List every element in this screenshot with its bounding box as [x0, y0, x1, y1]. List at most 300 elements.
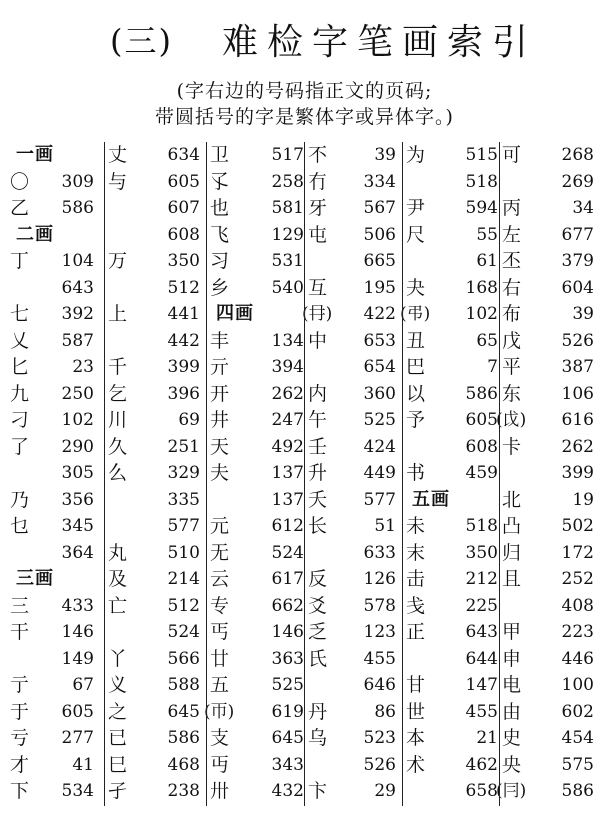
character: 归	[502, 541, 522, 564]
character: 云	[210, 568, 230, 590]
page-number: 123	[363, 622, 396, 642]
index-entry	[496, 778, 600, 805]
character: 电	[502, 674, 522, 696]
page-number: 634	[167, 145, 200, 165]
index-entry	[108, 222, 206, 249]
character: 不	[308, 144, 328, 166]
index-entry	[308, 752, 402, 779]
page-number: 578	[363, 595, 396, 616]
page-number: 408	[561, 595, 594, 616]
page-number: 524	[167, 622, 200, 642]
index-entry	[406, 407, 504, 434]
page-number: 394	[271, 357, 304, 377]
index-entry	[108, 593, 206, 620]
index-entry	[108, 725, 206, 752]
index-entry	[308, 619, 402, 646]
character: 孑	[108, 780, 128, 802]
page-number: 424	[363, 436, 396, 457]
character: 么	[108, 462, 128, 484]
character: 支	[210, 727, 230, 749]
character: 壬	[308, 435, 328, 458]
index-entry	[308, 169, 402, 196]
page-number: 586	[561, 781, 594, 801]
page-number: 492	[271, 436, 304, 457]
page-number: 586	[167, 728, 200, 748]
index-entry	[406, 195, 504, 222]
page-number: 147	[465, 675, 498, 695]
index-entry	[308, 593, 402, 620]
index-entry	[502, 487, 600, 514]
index-entry	[406, 434, 504, 461]
index-entry	[10, 301, 100, 328]
character: 廿	[210, 647, 230, 670]
index-entry	[210, 407, 310, 434]
page-number: 643	[465, 622, 498, 642]
index-entry	[496, 407, 600, 434]
index-entry	[308, 487, 402, 514]
character: 丐	[210, 621, 230, 643]
index-entry	[502, 699, 600, 726]
character: 川	[108, 409, 128, 431]
stroke-count-label: 一画	[16, 144, 54, 165]
page-number: 146	[271, 622, 304, 642]
page-number: 442	[167, 330, 200, 351]
index-entry	[502, 301, 600, 328]
page-number: 65	[476, 330, 498, 351]
page-number: 392	[61, 304, 94, 324]
character: 可	[502, 144, 522, 166]
index-column-6	[496, 142, 600, 810]
character: 亏	[10, 727, 30, 749]
page-number: 653	[363, 330, 396, 351]
page-number: 106	[561, 383, 594, 404]
index-column-2	[108, 142, 206, 810]
page-number: 238	[167, 781, 200, 801]
character: 凸	[502, 515, 522, 537]
index-entry	[502, 275, 600, 302]
index-entry	[308, 699, 402, 726]
character: 牙	[308, 197, 328, 219]
page-number: 350	[465, 542, 498, 563]
page-number: 616	[561, 410, 594, 430]
page-number: 21	[476, 728, 498, 748]
character: 内	[308, 382, 328, 405]
index-entry	[308, 646, 402, 673]
index-entry	[210, 566, 310, 593]
index-entry	[108, 487, 206, 514]
index-entry	[108, 195, 206, 222]
index-entry	[406, 248, 504, 275]
character: 丙	[502, 197, 522, 219]
character: 千	[108, 356, 128, 378]
index-entry	[210, 646, 310, 673]
index-entry	[406, 752, 504, 779]
character: 氏	[308, 647, 328, 670]
index-entry	[10, 778, 100, 805]
stroke-index-table	[10, 142, 600, 810]
page-number: 86	[374, 701, 396, 722]
index-entry	[502, 381, 600, 408]
character: 丫	[108, 647, 128, 670]
index-entry	[210, 248, 310, 275]
character: 右	[502, 276, 522, 299]
character: 巴	[406, 356, 426, 378]
page-number: 526	[363, 754, 396, 775]
page-number: 360	[363, 383, 396, 404]
page-number: 172	[561, 542, 594, 563]
page-number: 540	[271, 277, 304, 298]
index-entry	[10, 725, 100, 752]
page-number: 455	[465, 701, 498, 722]
page-number: 269	[561, 171, 594, 192]
character: 术	[406, 753, 426, 776]
character: 反	[308, 568, 328, 590]
page-number: 422	[363, 304, 396, 324]
index-entry	[308, 566, 402, 593]
stroke-count-header	[10, 222, 100, 249]
page-number: 146	[61, 622, 94, 642]
page-number: 588	[167, 675, 200, 695]
page-number: 396	[167, 383, 200, 404]
index-entry	[406, 328, 504, 355]
index-entry	[406, 513, 504, 540]
index-entry	[210, 619, 310, 646]
index-entry	[502, 672, 600, 699]
page-number: 309	[61, 171, 94, 192]
page-number: 608	[465, 436, 498, 457]
character: 万	[108, 250, 128, 272]
index-entry	[108, 513, 206, 540]
index-entry	[502, 222, 600, 249]
character: 丁	[10, 250, 30, 272]
stroke-count-header	[406, 487, 504, 514]
page-number: 531	[271, 251, 304, 271]
page-number: 250	[61, 383, 94, 404]
stroke-count-header	[210, 301, 310, 328]
character: 乞	[108, 382, 128, 405]
index-entry	[10, 487, 100, 514]
character: 布	[502, 303, 522, 325]
character: 乃	[10, 488, 30, 511]
index-entry	[308, 142, 402, 169]
page-number: 534	[61, 781, 94, 801]
index-entry	[308, 328, 402, 355]
index-column-3	[204, 142, 310, 810]
character: 且	[502, 568, 522, 590]
page-number: 252	[561, 569, 594, 589]
character: (弔)	[400, 304, 431, 324]
page-number: 262	[561, 436, 594, 457]
index-entry	[308, 540, 402, 567]
character: 飞	[210, 223, 230, 246]
page-number: 524	[271, 542, 304, 563]
index-entry	[308, 222, 402, 249]
index-entry	[502, 328, 600, 355]
page-number: 502	[561, 516, 594, 536]
character: 了	[10, 435, 30, 458]
index-entry	[10, 513, 100, 540]
index-entry	[502, 513, 600, 540]
page-number: 567	[363, 198, 396, 218]
page-number: 645	[271, 728, 304, 748]
index-entry	[10, 672, 100, 699]
index-entry	[406, 169, 504, 196]
page-number: 526	[561, 330, 594, 351]
character: 申	[502, 647, 522, 670]
page-number: 605	[167, 171, 200, 192]
index-entry	[108, 328, 206, 355]
page-number: 51	[374, 516, 396, 536]
stroke-count-label: 四画	[216, 303, 254, 324]
character: 以	[406, 382, 426, 405]
note-line-2: 带圆括号的字是繁体字或异体字。)	[155, 106, 454, 128]
page-number: 449	[363, 463, 396, 483]
character: 干	[10, 621, 30, 643]
page-number: 677	[561, 224, 594, 245]
index-entry	[108, 434, 206, 461]
index-entry	[308, 778, 402, 805]
page-number: 258	[271, 171, 304, 192]
index-entry	[10, 195, 100, 222]
page-number: 645	[167, 701, 200, 722]
index-entry	[406, 778, 504, 805]
page-number: 69	[178, 410, 200, 430]
character: 卡	[502, 435, 522, 458]
page-number: 137	[271, 489, 304, 510]
page-number: 168	[465, 277, 498, 298]
page-number: 102	[465, 304, 498, 324]
index-entry	[308, 460, 402, 487]
character: 夫	[210, 462, 230, 484]
page-number: 387	[561, 357, 594, 377]
page-number: 512	[167, 595, 200, 616]
page-number: 345	[61, 516, 94, 536]
character: 本	[406, 727, 426, 749]
character: 夭	[308, 488, 328, 511]
index-entry	[10, 328, 100, 355]
index-entry	[210, 672, 310, 699]
character: 甘	[406, 674, 426, 696]
index-entry	[10, 593, 100, 620]
page-number: 268	[561, 145, 594, 165]
page-number: 223	[561, 622, 594, 642]
page-number: 459	[465, 463, 498, 483]
index-entry	[108, 646, 206, 673]
page-number: 100	[561, 675, 594, 695]
character: 乜	[10, 515, 30, 537]
character: 平	[502, 356, 522, 378]
character: 尹	[406, 197, 426, 219]
character: 上	[108, 303, 128, 325]
character: (冃)	[496, 781, 527, 801]
index-entry	[108, 381, 206, 408]
page-number: 212	[465, 569, 498, 589]
stroke-count-label: 三画	[16, 568, 54, 589]
index-entry	[406, 646, 504, 673]
index-entry	[308, 407, 402, 434]
index-entry	[406, 725, 504, 752]
index-column-5	[400, 142, 504, 810]
page-number: 581	[271, 198, 304, 218]
index-entry	[108, 301, 206, 328]
page-number: 468	[167, 754, 200, 775]
index-entry	[210, 513, 310, 540]
page-number: 462	[465, 754, 498, 775]
index-entry	[210, 195, 310, 222]
section-number: (三)	[110, 22, 173, 60]
index-entry	[10, 540, 100, 567]
character: 世	[406, 700, 426, 723]
character: 〇	[10, 170, 30, 193]
index-entry	[210, 487, 310, 514]
index-entry	[108, 540, 206, 567]
page-number: 364	[61, 542, 94, 563]
character: 夬	[406, 276, 426, 299]
column-divider	[206, 142, 207, 806]
page-number: 23	[72, 357, 94, 377]
index-entry	[308, 195, 402, 222]
index-entry	[406, 540, 504, 567]
page-number: 644	[465, 648, 498, 669]
index-entry	[502, 460, 600, 487]
page-number: 334	[363, 171, 396, 192]
character: 与	[108, 170, 128, 193]
page-number: 515	[465, 145, 498, 165]
index-entry	[308, 381, 402, 408]
page-number: 617	[271, 569, 304, 589]
character: 下	[10, 780, 30, 802]
character: 北	[502, 488, 522, 511]
index-entry	[308, 672, 402, 699]
page-number: 454	[561, 728, 594, 748]
character: 及	[108, 568, 128, 590]
character: 亓	[210, 356, 230, 378]
page-number: 290	[61, 436, 94, 457]
stroke-count-label: 二画	[16, 223, 54, 245]
page-number: 525	[363, 410, 396, 430]
character: 冇	[308, 170, 328, 193]
character: 天	[210, 435, 230, 458]
index-entry	[108, 460, 206, 487]
character: (帀)	[204, 701, 235, 722]
index-entry	[10, 699, 100, 726]
stroke-count-header	[10, 566, 100, 593]
character: 戊	[502, 329, 522, 352]
page-number: 67	[72, 675, 94, 695]
character: 为	[406, 144, 426, 166]
character: 史	[502, 727, 522, 749]
character: 已	[108, 727, 128, 749]
character: 正	[406, 621, 426, 643]
index-entry	[406, 222, 504, 249]
character: 由	[502, 700, 522, 723]
character: 丸	[108, 541, 128, 564]
page-number: 605	[61, 701, 94, 722]
index-entry	[502, 619, 600, 646]
index-entry	[210, 434, 310, 461]
character: 习	[210, 250, 230, 272]
index-entry	[10, 275, 100, 302]
index-entry	[108, 275, 206, 302]
page-number: 277	[61, 728, 94, 748]
page-number: 441	[167, 304, 200, 324]
character: 亡	[108, 594, 128, 617]
index-column-1	[10, 142, 100, 810]
page-number: 262	[271, 383, 304, 404]
page-number: 586	[61, 198, 94, 218]
index-column-4	[302, 142, 402, 810]
character: 击	[406, 568, 426, 590]
page-number: 363	[271, 648, 304, 669]
index-entry	[108, 566, 206, 593]
page-number: 433	[61, 595, 94, 616]
character: 丑	[406, 329, 426, 352]
character: 互	[308, 276, 328, 299]
character: 午	[308, 409, 328, 431]
index-entry	[210, 169, 310, 196]
character: 戋	[406, 594, 426, 617]
character: 乂	[10, 329, 30, 352]
page-number: 607	[167, 198, 200, 218]
character: 升	[308, 462, 328, 484]
index-entry	[204, 699, 310, 726]
page-number: 350	[167, 251, 200, 271]
column-divider	[402, 142, 403, 806]
index-entry	[108, 778, 206, 805]
character: 亍	[10, 674, 30, 696]
page-number: 586	[465, 383, 498, 404]
page-number: 399	[167, 357, 200, 377]
page-number: 665	[363, 251, 396, 271]
character: 才	[10, 753, 30, 776]
character: 东	[502, 382, 522, 405]
page-number: 658	[465, 781, 498, 801]
index-entry	[108, 672, 206, 699]
page-number: 517	[271, 145, 304, 165]
character: 七	[10, 303, 30, 325]
page-number: 195	[363, 277, 396, 298]
index-entry	[10, 354, 100, 381]
index-entry	[210, 752, 310, 779]
character: 尺	[406, 223, 426, 246]
index-entry	[502, 540, 600, 567]
index-entry	[108, 407, 206, 434]
page-number: 305	[61, 463, 94, 483]
index-entry	[400, 301, 504, 328]
page-number: 518	[465, 171, 498, 192]
index-entry	[10, 646, 100, 673]
page-number: 55	[476, 224, 498, 245]
index-entry	[406, 381, 504, 408]
page-number: 356	[61, 489, 94, 510]
index-entry	[308, 513, 402, 540]
page-number: 510	[167, 542, 200, 563]
character: 专	[210, 594, 230, 617]
character: (戉)	[496, 410, 527, 430]
index-entry	[108, 699, 206, 726]
character: 丕	[502, 250, 522, 272]
index-entry	[210, 381, 310, 408]
index-entry	[406, 142, 504, 169]
index-entry	[406, 672, 504, 699]
page-number: 34	[572, 198, 594, 218]
stroke-count-label: 五画	[412, 488, 450, 510]
character: 末	[406, 541, 426, 564]
page-number: 612	[271, 516, 304, 536]
page-number: 29	[374, 781, 396, 801]
page-number: 587	[61, 330, 94, 351]
page-number: 566	[167, 648, 200, 669]
